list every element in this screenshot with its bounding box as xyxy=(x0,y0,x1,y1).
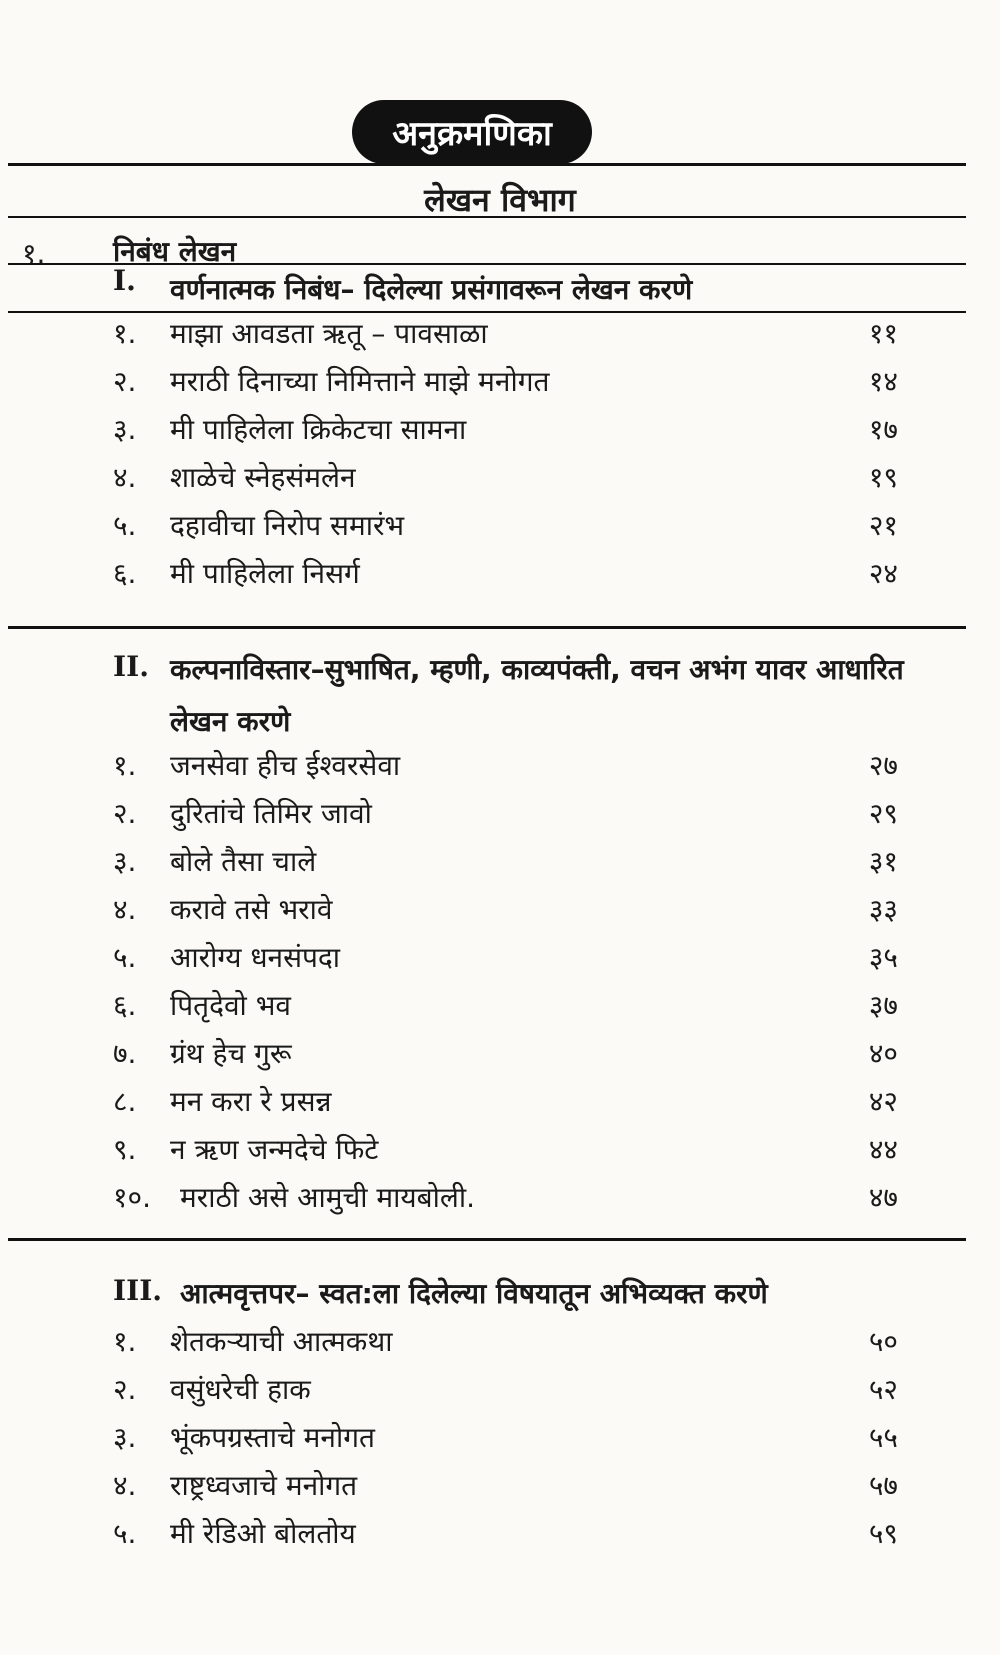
divider xyxy=(8,163,966,166)
toc-entry xyxy=(0,842,1000,890)
entry-number: ५. xyxy=(113,1517,137,1550)
section-title: लेखन विभाग xyxy=(424,181,576,219)
entry-page: ३३ xyxy=(868,893,898,926)
entry-page: ५० xyxy=(868,1325,898,1358)
entry-page: ११ xyxy=(868,317,898,350)
subsection-title: आत्मवृत्तपर– स्वत:ला दिलेल्या विषयातून अभिव्यक्त करणे xyxy=(180,1277,768,1310)
entry-page: २४ xyxy=(868,557,898,590)
page-title: अनुक्रमणिका xyxy=(352,100,592,164)
entry-page: ५२ xyxy=(868,1373,898,1406)
entry-title: मी पाहिलेला निसर्ग xyxy=(170,557,360,590)
entry-page: ४० xyxy=(868,1037,898,1070)
entry-title: शेतकऱ्याची आत्मकथा xyxy=(170,1325,393,1358)
entry-page: ३५ xyxy=(868,941,898,974)
entry-page: ५५ xyxy=(868,1421,898,1454)
entry-page: १७ xyxy=(868,413,898,446)
entry-number: ५. xyxy=(113,941,137,974)
entry-number: १०. xyxy=(113,1181,152,1214)
entry-title: भूंकपग्रस्ताचे मनोगत xyxy=(170,1421,375,1454)
entry-title: वसुंधरेची हाक xyxy=(170,1373,311,1406)
entry-title: मी रेडिओ बोलतोय xyxy=(170,1517,356,1550)
entry-title: बोले तैसा चाले xyxy=(170,845,317,878)
entry-page: २७ xyxy=(868,749,898,782)
toc-entry xyxy=(0,1418,1000,1466)
entry-page: ४२ xyxy=(868,1085,898,1118)
entry-page: ३१ xyxy=(868,845,898,878)
entry-page: २९ xyxy=(868,797,898,830)
entry-number: २. xyxy=(113,1373,137,1406)
toc-entry xyxy=(0,938,1000,986)
toc-entry xyxy=(0,506,1000,554)
toc-entry xyxy=(0,362,1000,410)
main-heading-label: निबंध लेखन xyxy=(113,235,237,268)
toc-entry xyxy=(0,890,1000,938)
entry-page: १४ xyxy=(868,365,898,398)
entry-number: १. xyxy=(113,317,137,350)
entry-number: ६. xyxy=(113,557,137,590)
entry-number: ३. xyxy=(113,845,137,878)
toc-entry xyxy=(0,1082,1000,1130)
entry-title: पितृदेवो भव xyxy=(170,989,291,1022)
entry-page: ३७ xyxy=(868,989,898,1022)
entry-number: १. xyxy=(113,749,137,782)
entry-number: १. xyxy=(113,1325,137,1358)
entry-page: २१ xyxy=(868,509,898,542)
entry-number: ९. xyxy=(113,1133,137,1166)
entry-title: ग्रंथ हेच गुरू xyxy=(170,1037,292,1070)
entry-number: ४. xyxy=(113,1469,137,1502)
entry-number: २. xyxy=(113,797,137,830)
toc-entry xyxy=(0,1370,1000,1418)
subsection-title: वर्णनात्मक निबंध– दिलेल्या प्रसंगावरून लेखन करणे xyxy=(170,273,693,306)
toc-entry xyxy=(0,1034,1000,1082)
divider xyxy=(8,1238,966,1241)
entry-title: मराठी दिनाच्या निमित्ताने माझे मनोगत xyxy=(170,365,550,398)
entry-title: जनसेवा हीच ईश्वरसेवा xyxy=(170,749,401,782)
entry-number: ४. xyxy=(113,893,137,926)
entry-number: ६. xyxy=(113,989,137,1022)
entry-page: ५९ xyxy=(868,1517,898,1550)
toc-entry xyxy=(0,1178,1000,1226)
main-heading-number: १. xyxy=(22,237,46,270)
divider xyxy=(8,311,966,313)
entry-title: दुरितांचे तिमिर जावो xyxy=(170,797,372,830)
toc-entry xyxy=(0,554,1000,602)
divider xyxy=(8,626,966,629)
divider xyxy=(8,216,966,218)
entry-title: शाळेचे स्नेहसंमलेन xyxy=(170,461,356,494)
entry-title: करावे तसे भरावे xyxy=(170,893,333,926)
entry-number: ४. xyxy=(113,461,137,494)
entry-number: ७. xyxy=(113,1037,137,1070)
toc-entry xyxy=(0,1466,1000,1514)
toc-entry xyxy=(0,314,1000,362)
toc-entry xyxy=(0,458,1000,506)
entry-page: ५७ xyxy=(868,1469,898,1502)
entry-title: माझा आवडता ऋतू – पावसाळा xyxy=(170,317,488,350)
entry-title: दहावीचा निरोप समारंभ xyxy=(170,509,405,542)
entry-number: ३. xyxy=(113,413,137,446)
entry-number: ३. xyxy=(113,1421,137,1454)
subsection-roman: II. xyxy=(113,650,149,683)
entry-number: ५. xyxy=(113,509,137,542)
entry-title: मन करा रे प्रसन्न xyxy=(170,1085,332,1118)
entry-title: मराठी असे आमुची मायबोली. xyxy=(180,1181,475,1214)
entry-title: आरोग्य धनसंपदा xyxy=(170,941,341,974)
subsection-roman: I. xyxy=(113,264,136,297)
entry-page: ४४ xyxy=(868,1133,898,1166)
toc-entry xyxy=(0,986,1000,1034)
entry-page: १९ xyxy=(868,461,898,494)
toc-entry xyxy=(0,1514,1000,1562)
entry-number: २. xyxy=(113,365,137,398)
toc-entry xyxy=(0,1130,1000,1178)
entry-page: ४७ xyxy=(868,1181,898,1214)
toc-entry xyxy=(0,1322,1000,1370)
entry-number: ८. xyxy=(113,1085,137,1118)
toc-entry xyxy=(0,410,1000,458)
entry-title: न ऋण जन्मदेचे फिटे xyxy=(170,1133,379,1166)
subsection-roman: III. xyxy=(113,1274,163,1307)
entry-title: राष्ट्रध्वजाचे मनोगत xyxy=(170,1469,358,1502)
subsection-title: कल्पनाविस्तार–सुभाषित, म्हणी, काव्यपंक्ती, वचन अभंग यावर आधारित लेखन करणे xyxy=(170,653,904,738)
toc-entry xyxy=(0,746,1000,794)
toc-entry xyxy=(0,794,1000,842)
entry-title: मी पाहिलेला क्रिकेटचा सामना xyxy=(170,413,467,446)
